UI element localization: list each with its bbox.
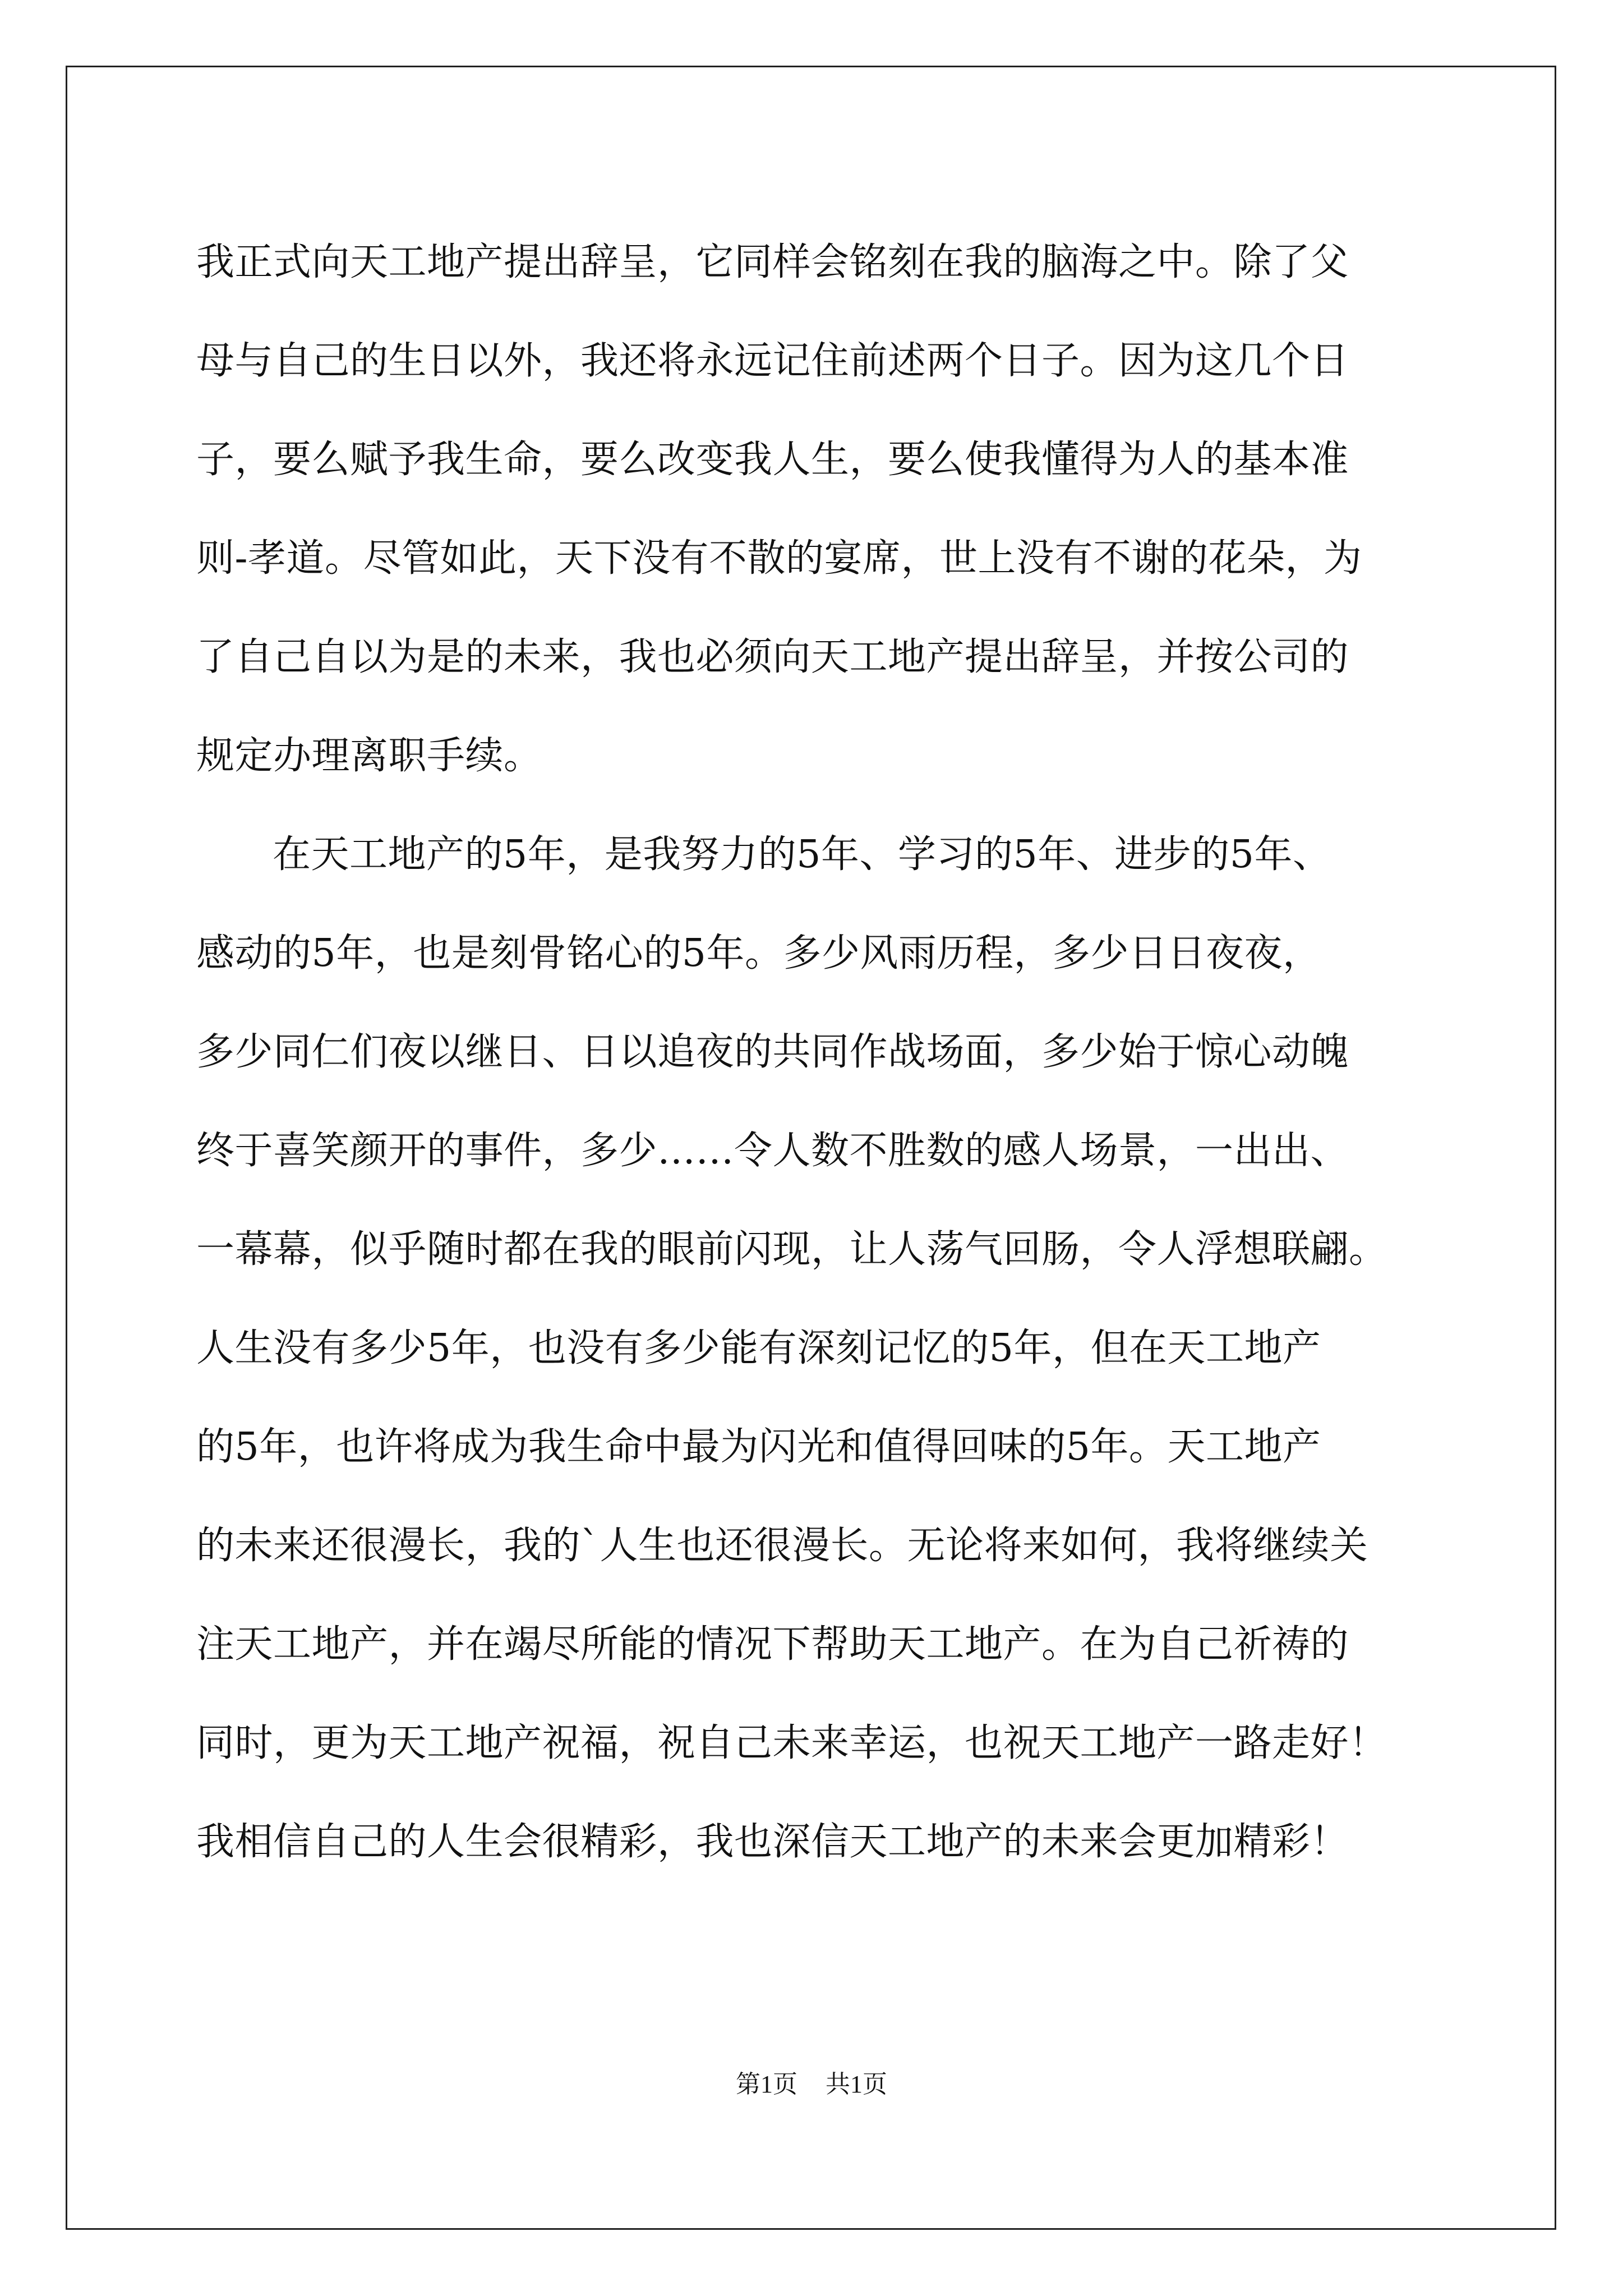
page-footer [0,2068,1623,2101]
text-line: 同时，更为天工地产祝福，祝自己未来幸运，也祝天工地产一路走好！ [196,1721,1387,1765]
text-line: 注天工地产，并在竭尽所能的情况下帮助天工地产。在为自己祈祷的 [196,1622,1349,1667]
text-line: 感动的5年，也是刻骨铭心的5年。多少风雨历程，多少日日夜夜， [196,931,1321,976]
page-number-current: 第1页 [736,2070,797,2098]
text-line: 终于喜笑颜开的事件，多少……令人数不胜数的感人场景，一出出、 [196,1129,1349,1173]
paragraph-first-line: 在天工地产的5年，是我努力的5年、学习的5年、进步的5年、 [273,832,1331,877]
text-line: 的5年，也许将成为我生命中最为闪光和值得回味的5年。天工地产 [196,1425,1321,1469]
text-line: 的未来还很漫长，我的`人生也还很漫长。无论将来如何，我将继续关 [196,1524,1368,1568]
text-line: 我相信自己的人生会很精彩，我也深信天工地产的未来会更加精彩！ [196,1820,1349,1864]
text-line: 了自己自以为是的未来，我也必须向天工地产提出辞呈，并按公司的 [196,635,1349,679]
document-body [196,213,1430,1892]
text-line: 一幕幕，似乎随时都在我的眼前闪现，让人荡气回肠，令人浮想联翩。 [196,1227,1387,1272]
text-line: 则-孝道。尽管如此，天下没有不散的宴席，世上没有不谢的花朵，为 [196,536,1362,581]
page-number-total: 共1页 [826,2070,887,2098]
text-line: 母与自己的生日以外，我还将永远记住前述两个日子。因为这几个日 [196,339,1349,383]
text-line: 子，要么赋予我生命，要么改变我人生，要么使我懂得为人的基本准 [196,438,1349,482]
text-line: 多少同仁们夜以继日、日以追夜的共同作战场面，多少始于惊心动魄 [196,1030,1349,1074]
text-line: 我正式向天工地产提出辞呈，它同样会铭刻在我的脑海之中。除了父 [196,240,1349,284]
text-line: 规定办理离职手续。 [196,734,542,778]
text-line: 人生没有多少5年，也没有多少能有深刻记忆的5年，但在天工地产 [196,1326,1321,1370]
